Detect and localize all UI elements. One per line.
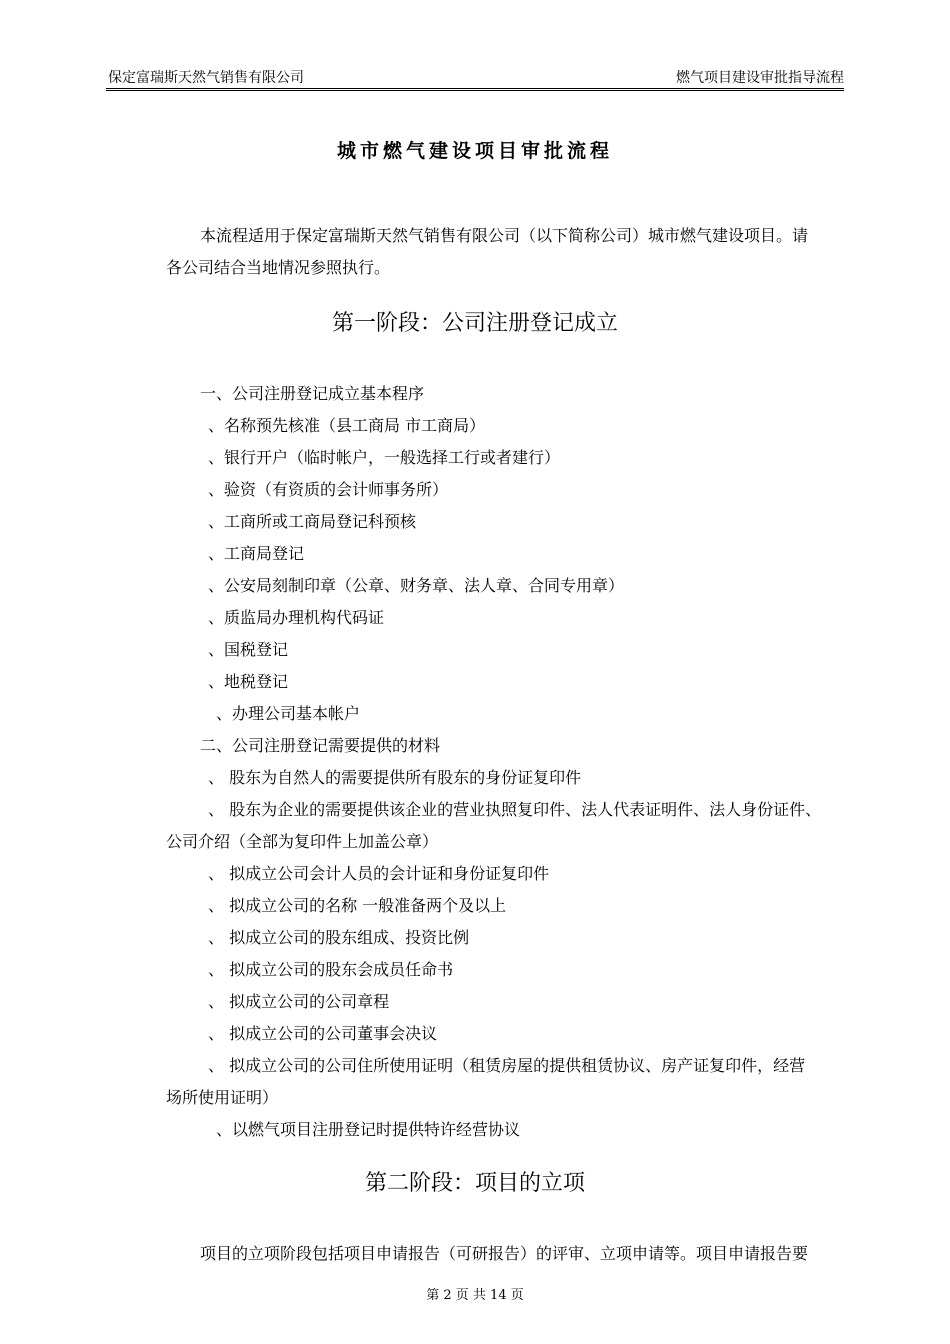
intro-line-2: 各公司结合当地情况参照执行。 (166, 258, 391, 277)
header-company: 保定富瑞斯天然气销售有限公司 (108, 70, 304, 86)
material-item: 、 拟成立公司的公司住所使用证明（租赁房屋的提供租赁协议、房产证复印件，经营 (208, 1056, 806, 1075)
step-item: 、质监局办理机构代码证 (208, 608, 385, 627)
material-item-continued: 场所使用证明） (166, 1088, 279, 1107)
step-item: 、国税登记 (208, 640, 289, 659)
step-item: 、名称预先核准（县工商局 市工商局） (208, 416, 486, 435)
step-item: 、银行开户（临时帐户，一般选择工行或者建行） (208, 448, 561, 467)
page-footer: 第 2 页 共 14 页 (426, 1288, 524, 1303)
step-item: 、工商局登记 (208, 544, 305, 563)
step-item: 、地税登记 (208, 672, 289, 691)
step-item: 、办理公司基本帐户 (216, 704, 361, 723)
material-item: 、 拟成立公司会计人员的会计证和身份证复印件 (208, 864, 550, 883)
stage1-section2-title: 二、公司注册登记需要提供的材料 (200, 736, 441, 755)
stage2-paragraph: 项目的立项阶段包括项目申请报告（可研报告）的评审、立项申请等。项目申请报告要 (200, 1244, 809, 1263)
header-rule-thin (106, 90, 844, 91)
material-item: 、以燃气项目注册登记时提供特许经营协议 (216, 1120, 521, 1139)
stage2-heading: 第二阶段：项目的立项 (364, 1171, 585, 1196)
header-rule (106, 88, 844, 89)
material-item-continued: 公司介绍（全部为复印件上加盖公章） (166, 832, 439, 851)
document-title: 城市燃气建设项目审批流程 (336, 140, 613, 162)
material-item: 、 拟成立公司的股东会成员任命书 (208, 960, 454, 979)
stage1-heading: 第一阶段：公司注册登记成立 (331, 311, 618, 336)
material-item: 、 拟成立公司的公司董事会决议 (208, 1024, 438, 1043)
step-item: 、验资（有资质的会计师事务所） (208, 480, 449, 499)
header-doc-name: 燃气项目建设审批指导流程 (676, 70, 844, 86)
material-item: 、 股东为自然人的需要提供所有股东的身份证复印件 (208, 768, 582, 787)
material-item: 、 拟成立公司的公司章程 (208, 992, 390, 1011)
step-item: 、工商所或工商局登记科预核 (208, 512, 417, 531)
material-item: 、 拟成立公司的股东组成、投资比例 (208, 928, 470, 947)
intro-line-1: 本流程适用于保定富瑞斯天然气销售有限公司（以下简称公司）城市燃气建设项目。请 (200, 226, 809, 245)
step-item: 、公安局刻制印章（公章、财务章、法人章、合同专用章） (208, 576, 625, 595)
stage1-section1-title: 一、公司注册登记成立基本程序 (200, 384, 425, 403)
material-item: 、 股东为企业的需要提供该企业的营业执照复印件、法人代表证明件、法人身份证件、 (208, 800, 822, 819)
material-item: 、 拟成立公司的名称 一般准备两个及以上 (208, 896, 507, 915)
